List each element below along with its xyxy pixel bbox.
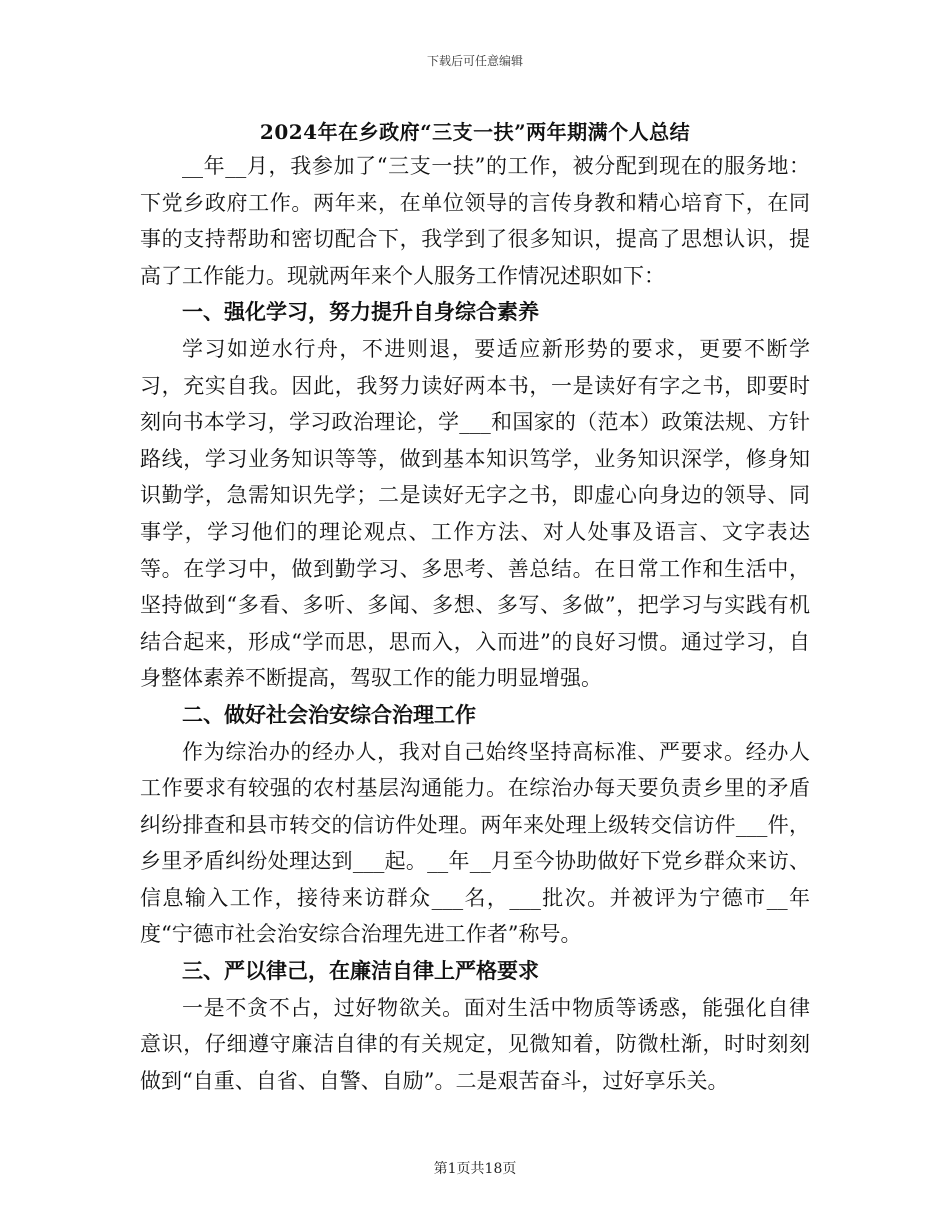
section-heading-2: 二、做好社会治安综合治理工作 (182, 701, 476, 727)
page-number: 第1页共18页 (433, 1161, 517, 1177)
paragraph-security: 作为综治办的经办人，我对自己始终坚持高标准、严要求。经办人工作要求有较强的农村基层沟通能力。在综治办每天要负责乡里的矛盾纠纷排查和县市转交的信访件处理。两年来处理上级转交信访件___件，乡里矛盾纠纷处理达到___起。__年__月至今协助做好下党乡群众来访、信息输入工作，接待来访群众___名，___批次。并被评为宁德市__年度“宁德市社会治安综合治理先进工作者”称号。 (140, 739, 810, 947)
header-note: 下载后可任意编辑 (426, 54, 523, 68)
section-heading-1: 一、强化学习，努力提升自身综合素养 (182, 299, 539, 325)
paragraph-study: 学习如逆水行舟，不进则退，要适应新形势的要求，更要不断学习，充实自我。因此，我努力读好两本书，一是读好有字之书，即要时刻向书本学习，学习政治理论，学___和国家的（范本）政策法规、方针路线，学习业务知识等等，做到基本知识笃学，业务知识深学，修身知识勤学，急需知识先学；二是读好无字之书，即虚心向身边的领导、同事学，学习他们的理论观点、工作方法、对人处事及语言、文字表达等。在学习中，做到勤学习、多思考、善总结。在日常工作和生活中，坚持做到“多看、多听、多闻、多想、多写、多做”，把学习与实践有机结合起来，形成“学而思，思而入，入而进”的良好习惯。通过学习，自身整体素养不断提高，驾驭工作的能力明显增强。 (140, 336, 810, 691)
document-body (140, 148, 810, 1099)
document-title: 2024年在乡政府“三支一扶”两年期满个人总结 (259, 120, 691, 144)
paragraph-integrity: 一是不贪不占，过好物欲关。面对生活中物质等诱惑，能强化自律意识，仔细遵守廉洁自律的有关规定，见微知着，防微杜渐，时时刻刻做到“自重、自省、自警、自励”。二是艰苦奋斗，过好享乐关。 (140, 995, 810, 1093)
section-heading-3: 三、严以律己，在廉洁自律上严格要求 (182, 958, 539, 984)
paragraph-intro: __年__月，我参加了“三支一扶”的工作，被分配到现在的服务地：下党乡政府工作。两年来，在单位领导的言传身教和精心培育下，在同事的支持帮助和密切配合下，我学到了很多知识，提高了思想认识，提高了工作能力。现就两年来个人服务工作情况述职如下： (140, 154, 810, 288)
